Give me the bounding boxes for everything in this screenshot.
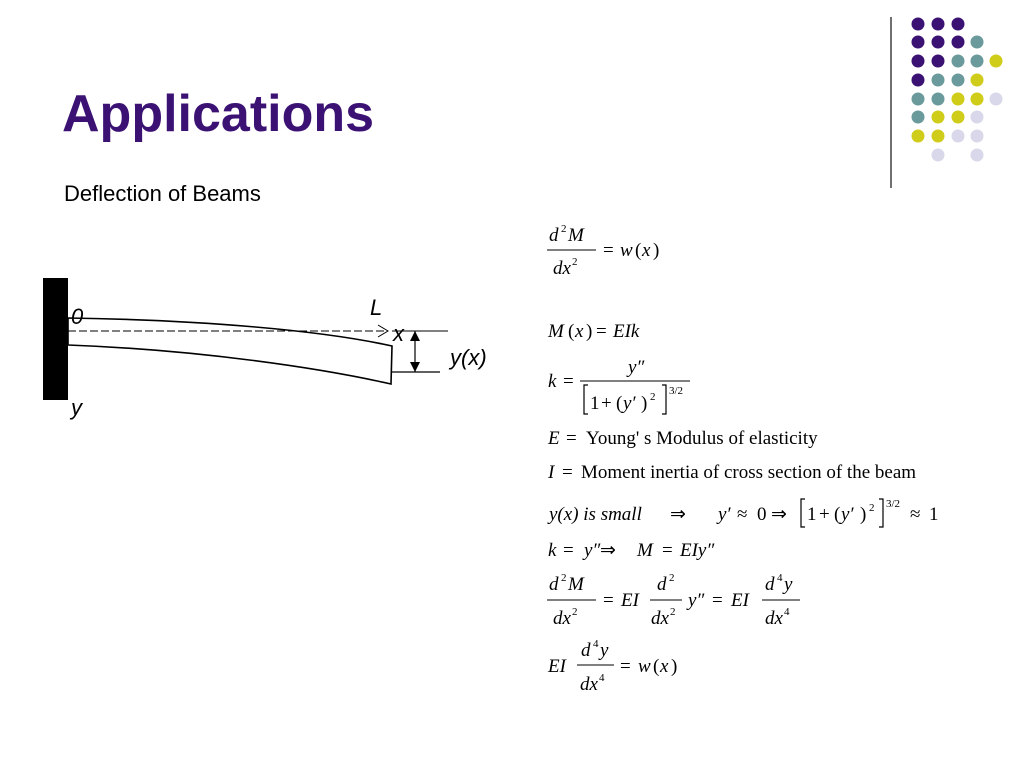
length-label: L <box>370 295 383 320</box>
svg-text:+: + <box>819 504 830 525</box>
deflection-label: y(x) <box>450 345 487 370</box>
svg-text:(: ( <box>616 393 623 414</box>
equation-beam-deflection <box>547 638 677 695</box>
svg-text:): ) <box>586 321 593 342</box>
svg-text:3/2: 3/2 <box>886 498 901 510</box>
svg-text:x: x <box>575 321 584 342</box>
svg-text:+: + <box>601 393 612 414</box>
svg-text:=: = <box>603 240 614 261</box>
I-definition-text: Moment inertia of cross section of the beam <box>581 462 917 483</box>
svg-text:2: 2 <box>561 223 567 235</box>
svg-text:2: 2 <box>572 256 578 268</box>
svg-text:2: 2 <box>561 572 567 584</box>
svg-text:2: 2 <box>869 502 875 514</box>
E-definition-text: Young' s Modulus of elasticity <box>586 428 818 449</box>
slide-subtitle: Deflection of Beams <box>64 181 261 206</box>
equation-E-definition <box>547 428 818 449</box>
svg-text:): ) <box>860 504 867 525</box>
svg-text:k: k <box>548 371 557 392</box>
svg-text:2: 2 <box>650 391 656 403</box>
svg-text:d: d <box>581 640 591 661</box>
svg-text:=: = <box>566 428 577 449</box>
equation-moment-curvature <box>547 321 640 342</box>
svg-text:=: = <box>603 590 614 611</box>
svg-text:≈: ≈ <box>910 504 921 525</box>
svg-text:EI: EI <box>548 656 566 677</box>
svg-text:w: w <box>620 240 633 261</box>
svg-text:k: k <box>548 540 557 561</box>
svg-text:d: d <box>765 574 775 595</box>
svg-text:=: = <box>662 540 673 561</box>
svg-text:w: w <box>638 656 651 677</box>
svg-text:=: = <box>562 462 573 483</box>
small-deflection-text: y(x) is small <box>549 504 642 525</box>
svg-text:⇒: ⇒ <box>771 504 787 525</box>
equation-moment-derivative <box>547 572 800 629</box>
origin-label: 0 <box>71 304 84 329</box>
equation-small-deflection <box>547 498 939 527</box>
svg-text:=: = <box>563 371 574 392</box>
svg-text:dx: dx <box>553 608 571 629</box>
svg-text:(: ( <box>653 656 660 677</box>
equation-curvature <box>548 357 690 414</box>
svg-text:x: x <box>642 240 651 261</box>
svg-text:2: 2 <box>669 572 675 584</box>
svg-text:E: E <box>548 428 560 449</box>
svg-text:y″: y″ <box>584 540 601 561</box>
svg-text:M: M <box>637 540 653 561</box>
svg-text:I: I <box>548 462 555 483</box>
svg-text:=: = <box>563 540 574 561</box>
svg-text:): ) <box>653 240 660 261</box>
svg-text:EI: EI <box>731 590 749 611</box>
svg-text:2: 2 <box>670 606 676 618</box>
equation-I-definition <box>547 462 916 483</box>
svg-text:⇒: ⇒ <box>670 504 686 525</box>
svg-text:dx: dx <box>580 674 598 695</box>
svg-text:dx: dx <box>553 258 571 279</box>
svg-text:=: = <box>596 321 607 342</box>
svg-text:x: x <box>660 656 669 677</box>
svg-text:): ) <box>671 656 678 677</box>
svg-text:M: M <box>568 225 584 246</box>
svg-text:(: ( <box>834 504 841 525</box>
svg-text:EI: EI <box>621 590 639 611</box>
svg-text:4: 4 <box>599 672 605 684</box>
svg-text:d: d <box>657 574 667 595</box>
equation-linearized-moment <box>548 540 715 561</box>
svg-text:4: 4 <box>593 638 599 650</box>
svg-text:(: ( <box>635 240 642 261</box>
slide-title: Applications <box>62 85 375 143</box>
svg-text:1: 1 <box>807 504 817 525</box>
svg-text:dx: dx <box>651 608 669 629</box>
svg-text:1: 1 <box>590 393 600 414</box>
svg-text:y″: y″ <box>628 357 645 378</box>
svg-text:4: 4 <box>784 606 790 618</box>
svg-text:y′: y′ <box>841 504 854 525</box>
svg-text:⇒: ⇒ <box>600 540 616 561</box>
y-axis-label: y <box>71 395 82 420</box>
svg-text:≈: ≈ <box>737 504 748 525</box>
svg-text:y: y <box>600 640 609 661</box>
svg-text:): ) <box>641 393 648 414</box>
svg-text:EIy″: EIy″ <box>680 540 715 561</box>
svg-text:1: 1 <box>929 504 939 525</box>
equation-load-moment <box>547 223 659 279</box>
svg-text:(: ( <box>568 321 575 342</box>
svg-text:y″: y″ <box>688 590 705 611</box>
svg-text:M: M <box>548 321 564 342</box>
svg-text:d: d <box>549 574 559 595</box>
svg-text:y′: y′ <box>718 504 731 525</box>
svg-text:=: = <box>712 590 723 611</box>
svg-text:y′: y′ <box>623 393 636 414</box>
svg-text:3/2: 3/2 <box>669 385 684 397</box>
svg-text:=: = <box>620 656 631 677</box>
svg-text:dx: dx <box>765 608 783 629</box>
svg-text:0: 0 <box>757 504 767 525</box>
svg-text:d: d <box>549 225 559 246</box>
svg-text:M: M <box>568 574 584 595</box>
svg-text:4: 4 <box>777 572 783 584</box>
svg-text:y: y <box>784 574 793 595</box>
svg-text:EIk: EIk <box>613 321 640 342</box>
x-axis-label: x <box>393 321 404 346</box>
svg-text:2: 2 <box>572 606 578 618</box>
